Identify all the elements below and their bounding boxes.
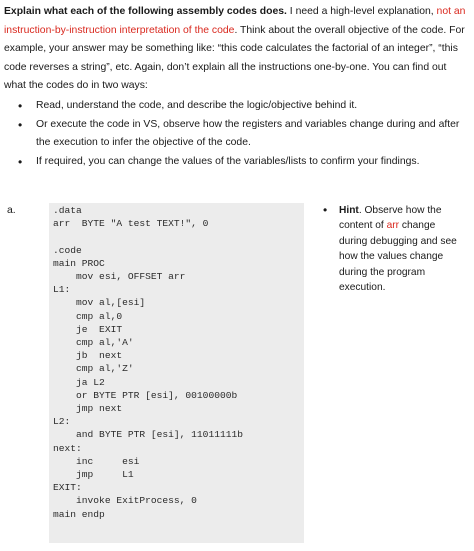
code-line: arr BYTE "A test TEXT!", 0 xyxy=(53,218,209,230)
bullet-dot-icon: • xyxy=(323,203,328,217)
method-bullet-list xyxy=(14,97,464,171)
instructions-bold: Explain what each of the following assembly codes does. xyxy=(4,6,287,17)
code-line: and BYTE PTR [esi], 11011111b xyxy=(53,429,243,441)
code-line: cmp al,'Z' xyxy=(53,363,134,375)
code-line: jmp L1 xyxy=(53,469,134,481)
hint-red-text: arr xyxy=(386,220,400,232)
instructions-paragraph xyxy=(4,3,466,96)
code-line: mov esi, OFFSET arr xyxy=(53,271,186,283)
code-line: inc esi xyxy=(53,455,140,467)
code-line: je EXIT xyxy=(53,323,123,335)
code-line: ja L2 xyxy=(53,376,105,388)
code-line: mov al,[esi] xyxy=(53,297,146,309)
code-line: jmp next xyxy=(53,403,123,415)
code-line: main PROC xyxy=(53,257,105,269)
code-line: invoke ExitProcess, 0 xyxy=(53,495,197,507)
code-line: cmp al,'A' xyxy=(53,337,134,349)
code-line: .code xyxy=(53,244,82,256)
question-label: a. xyxy=(7,205,16,216)
code-line: next: xyxy=(53,442,82,454)
instructions-text-1: I need a high-level explanation, xyxy=(286,6,437,17)
code-line: cmp al,0 xyxy=(53,310,123,322)
instructions-red-text: not an instruction-by-instruction interpretation of the code xyxy=(4,6,466,36)
code-line: .data xyxy=(53,205,82,216)
code-line: main endp xyxy=(53,508,105,520)
code-line: L1: xyxy=(53,284,71,296)
hint-text-2: change during debugging and see how the values change during the program execution. xyxy=(339,220,457,294)
assembly-code-block xyxy=(49,203,304,543)
code-line: L2: xyxy=(53,416,71,428)
bullet-item: • Or execute the code in VS, observe how the registers and variables change during and after the execution to infer the objective of the code. xyxy=(14,116,464,153)
code-line: or BYTE PTR [esi], 00100000b xyxy=(53,389,238,401)
bullet-item: • Read, understand the code, and describe the logic/objective behind it. xyxy=(14,97,464,116)
code-line: EXIT: xyxy=(53,482,82,494)
hint-bold: Hint xyxy=(339,205,359,216)
instructions-text-2: . Think about the overall objective of the code. For example, your answer may be something like: “this code calculates the factorial of an integer”, “this code reverses a string”, etc. Again, don’t explain all the instructions one-by-one. You can find out what the codes do in two ways: xyxy=(4,24,465,92)
bullet-item: • If required, you can change the values of the variables/lists to confirm your findings. xyxy=(14,153,464,172)
code-line: jb next xyxy=(53,350,123,362)
hint-note xyxy=(323,203,463,295)
hint-text xyxy=(339,203,463,295)
hint-text-1: . Observe how the content of xyxy=(339,205,442,232)
